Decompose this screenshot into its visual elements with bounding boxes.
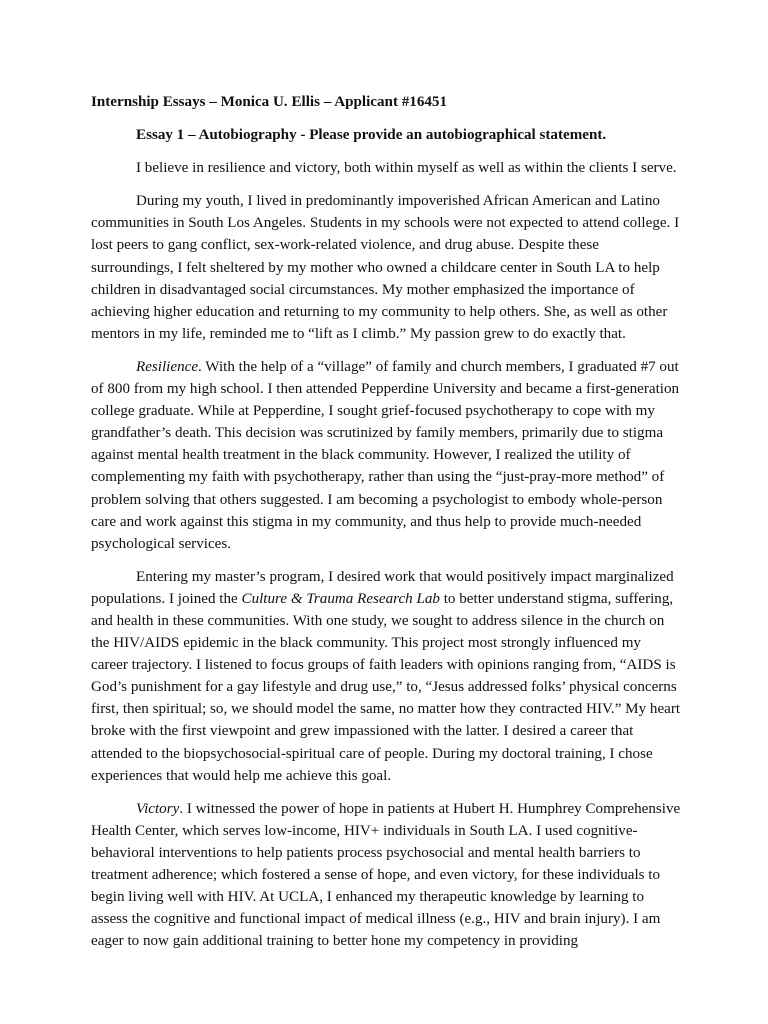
- resilience-text: . With the help of a “village” of family and church members, I graduated #7 out of 800 from my high school. I then attended Pepperdine University and became a first-generation college graduate. While at Pepperdine, I sought grief-focused psychotherapy to cope with my grandfather’s death. This decision was scrutinized by family members, primarily due to stigma against mental health treatment in the black community. However, I realized the utility of complementing my faith with psychotherapy, rather than using the “just-pray-more method” of problem solving that others suggested. I am becoming a psychologist to embody whole-person care and work against this stigma in my community, and thus help to provide much-needed psychological services.: [91, 358, 680, 552]
- masters-text-start: Entering my master’s program, I desired work that would positively impact marginalized populations. I joined the: [91, 568, 674, 607]
- document-header: Internship Essays – Monica U. Ellis – Applicant #16451: [91, 94, 448, 110]
- victory-text: . I witnessed the power of hope in patients at Hubert H. Humphrey Comprehensive Health Center, which serves low-income, HIV+ individuals in South LA. I used cognitive-behavioral interventions to help patients process psychosocial and mental health barriers to treatment adherence; which fostered a sense of hope, and even victory, for these individuals to begin living well with HIV. At UCLA, I enhanced my therapeutic knowledge by learning to assess the cognitive and functional impact of medical illness (e.g., HIV and brain injury). I am eager to now gain additional training to better hone my competency in providing: [91, 800, 681, 950]
- paragraph-youth: During my youth, I lived in predominantly impoverished African American and Latino communities in South Los Angeles. Students in my schools were not expected to attend college. I lost peers to gang conflict, sex-work-related violence, and drug abuse. Despite these surroundings, I felt sheltered by my mother who owned a childcare center in South LA to help children in disadvantaged social circumstances. My mother emphasized the importance of achieving higher education and returning to my community to help others. She, as well as other mentors in my life, reminded me to “lift as I climb.” My passion grew to do exactly that.: [91, 193, 680, 342]
- paragraph-masters: [91, 566, 681, 787]
- paragraph-thesis: I believe in resilience and victory, both within myself as well as within the clients I serve.: [136, 160, 677, 177]
- resilience-heading: Resilience: [136, 358, 199, 375]
- masters-text-end: to better understand stigma, suffering, and health in these communities. With one study, we sought to address silence in the church on the HIV/AIDS epidemic in the black community. This project most strongly influenced my career trajectory. I listened to focus groups of faith leaders with opinions ranging from, “AIDS is God’s punishment for a gay lifestyle and drug use,” to, “Jesus addressed folks’ physical concerns first, then spiritual; so, we should model the same, no matter how they contracted HIV.” My heart broke with the first viewpoint and grew impassioned with the latter. I desired a career that attended to the biopsychosocial-spiritual care of people. During my doctoral training, I chose experiences that would help me achieve this goal.: [91, 590, 681, 784]
- lab-name: Culture & Trauma Research Lab: [241, 590, 440, 607]
- paragraph-resilience: [91, 356, 681, 555]
- essay-body: [91, 91, 681, 952]
- paragraph-victory: [91, 798, 681, 953]
- victory-heading: Victory: [136, 800, 180, 817]
- essay-title: Essay 1 – Autobiography - Please provide an autobiographical statement.: [136, 127, 607, 144]
